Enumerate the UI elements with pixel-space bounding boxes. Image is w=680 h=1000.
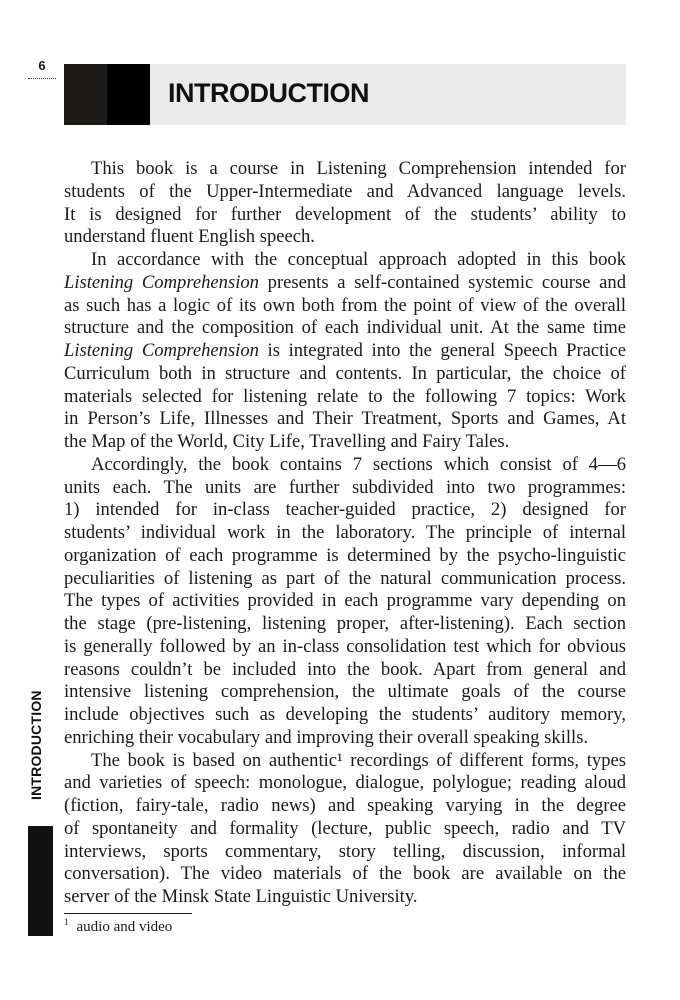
line-text: structure and the composition of each individual unit. At the same time [64,317,626,339]
line-text: organization of each programme is determined by the psycho-linguistic [64,544,626,566]
line-text: interviews, sports commentary, story telling, discussion, informal [64,840,626,862]
text-line [64,704,626,727]
text-line [64,590,626,613]
footnote-text: audio and video [76,919,173,935]
line-text: as such has a logic of its own both from the point of view of the overall [64,294,626,316]
text-line [64,454,626,477]
line-text: The book is based on authentic¹ recordings of different forms, types [91,749,626,771]
text-line [64,750,626,773]
text-line [64,613,626,636]
line-text: in Person’s Life, Illnesses and Their Treatment, Sports and Games, At [64,408,626,430]
line-text: enriching their vocabulary and improving their overall speaking skills. [64,726,589,748]
line-text: students’ individual work in the laboratory. The principle of internal [64,522,626,543]
text-line [64,158,626,181]
line-text: intensive listening comprehension, the ultimate goals of the course [64,681,626,703]
line-text: is generally followed by an in-class consolidation test which for obvious [64,635,626,657]
text-line [64,636,626,659]
text-line [64,431,626,454]
line-text: This book is a course in Listening Comprehension intended for [91,158,626,179]
line-text: conversation). The video materials of the book are available on the [64,863,626,885]
text-line [64,568,626,591]
header-block-dark [64,64,107,125]
book-title-italic: Listening Comprehension [64,340,259,361]
line-text: 1) intended for in-class teacher-guided practice, 2) designed for [64,499,626,521]
line-text: materials selected for listening relate to the following 7 topics: Work [64,385,626,407]
paragraph [64,454,626,750]
page-number: 6 [38,58,46,73]
text-line [64,408,626,431]
line-text: units each. The units are further subdivided into two programmes: [64,476,626,498]
footnote-rule [64,913,192,914]
text-line [64,204,626,227]
line-text: Curriculum both in structure and contents. In particular, the choice of [64,362,626,384]
paragraph [64,158,626,249]
text-line [64,522,626,545]
text-line [64,499,626,522]
chapter-title: INTRODUCTION [168,78,369,108]
text-line [64,727,626,750]
text-line [64,363,626,386]
line-text: The types of activities provided in each programme vary depending on [64,590,626,612]
line-text: presents a self-contained systemic course and [258,271,626,293]
text-line [64,226,626,249]
text-line [64,795,626,818]
header-block-black [107,64,150,125]
side-marker-bar [28,826,53,936]
line-text: of spontaneity and formality (lecture, public speech, radio and TV [64,817,626,839]
text-line [64,659,626,682]
text-line [64,295,626,318]
side-section-label: INTRODUCTION [28,690,44,800]
line-text: include objectives such as developing the students’ auditory memory, [64,704,626,725]
line-text: peculiarities of listening as part of the natural communication process. [64,567,626,589]
body-text [64,158,626,909]
chapter-header [64,64,626,125]
line-text: understand fluent English speech. [64,226,315,248]
paragraph [64,750,626,909]
line-text: server of the Minsk State Linguistic University. [64,886,418,907]
text-line [64,545,626,568]
text-line [64,317,626,340]
line-text: students of the Upper-Intermediate and Advanced language levels. [64,180,626,202]
text-line [64,477,626,500]
text-line [64,386,626,409]
page-number-rule [28,78,56,79]
text-line [64,772,626,795]
footnote [64,917,172,936]
text-line [64,863,626,886]
text-line [64,681,626,704]
line-text: (fiction, fairy-tale, radio news) and speaking varying in the degree [64,795,626,816]
line-text: is integrated into the general Speech Practice [258,340,626,361]
text-line [64,340,626,363]
text-line [64,249,626,272]
text-line [64,841,626,864]
text-line [64,818,626,841]
text-line [64,886,626,909]
line-text: the Map of the World, City Life, Travelling and Fairy Tales. [64,431,510,452]
line-text: and varieties of speech: monologue, dialogue, polylogue; reading aloud [64,772,626,794]
line-text: reasons couldn’t be included into the book. Apart from general and [64,658,626,680]
footnote-mark: 1 [64,917,69,927]
line-text: Accordingly, the book contains 7 sections which consist of 4—6 [91,453,626,475]
line-text: the stage (pre-listening, listening proper, after-listening). Each section [64,613,626,634]
line-text: In accordance with the conceptual approach adopted in this book [91,249,626,270]
paragraph [64,249,626,454]
book-title-italic: Listening Comprehension [64,271,259,293]
text-line [64,181,626,204]
text-line [64,272,626,295]
line-text: It is designed for further development of the students’ ability to [64,203,626,225]
